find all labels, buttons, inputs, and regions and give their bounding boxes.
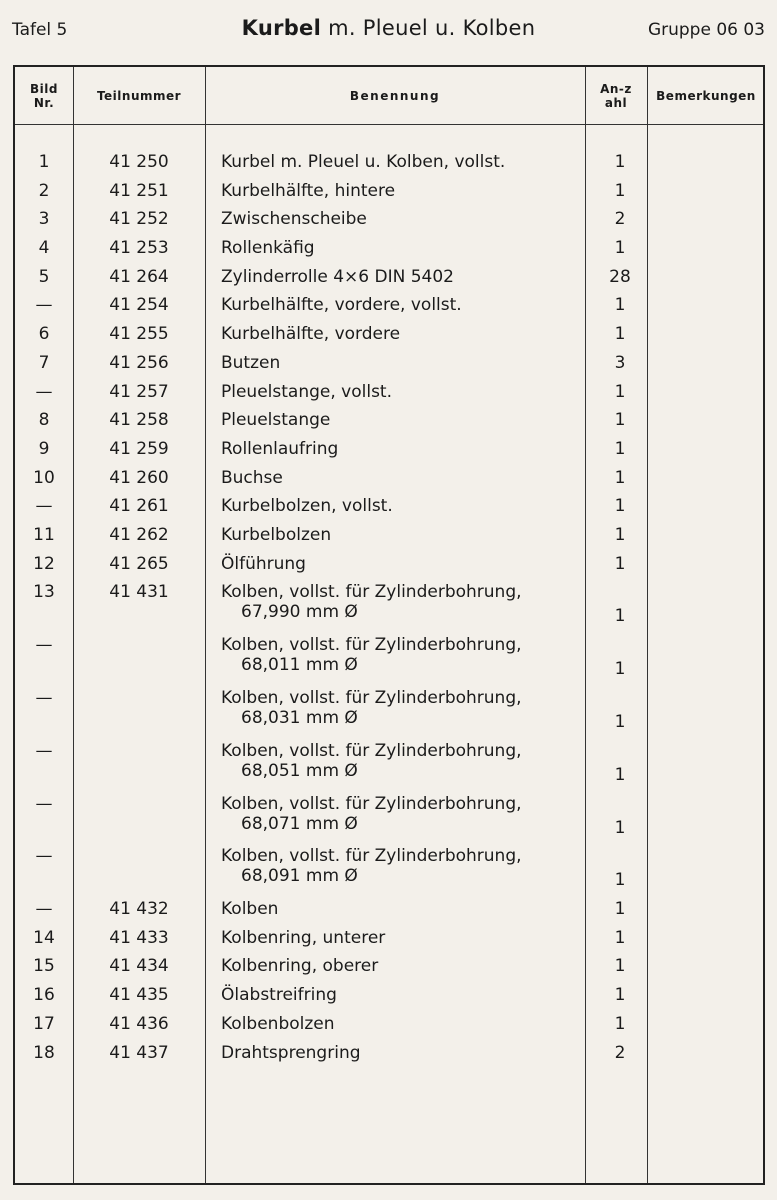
benennung-text: Zwischenscheibe xyxy=(221,209,367,230)
benennung-cell xyxy=(221,928,591,948)
tafel-label: Tafel 5 xyxy=(12,20,68,40)
table-row xyxy=(15,899,767,928)
anzahl-cell: 1 xyxy=(614,1013,626,1034)
table-row xyxy=(15,794,767,847)
bild-nr-cell: — xyxy=(35,846,53,867)
benennung-text: Kolben, vollst. für Zylinderbohrung, xyxy=(221,582,522,603)
anzahl-cell: 1 xyxy=(614,524,626,545)
bild-nr-cell: — xyxy=(35,740,53,761)
table-row xyxy=(15,353,767,382)
table-row xyxy=(15,295,767,324)
teilnummer-cell: 41 434 xyxy=(109,956,169,977)
benennung-cell xyxy=(221,496,591,516)
teilnummer-cell: 41 433 xyxy=(109,927,169,948)
benennung-text: Zylinderrolle 4×6 DIN 5402 xyxy=(221,266,454,287)
teilnummer-cell: 41 255 xyxy=(109,324,169,345)
title-rest: m. Pleuel u. Kolben xyxy=(328,16,536,40)
teilnummer-cell: 41 435 xyxy=(109,985,169,1006)
benennung-text: Ölabstreifring xyxy=(221,985,337,1006)
bild-nr-cell: — xyxy=(35,381,53,402)
bild-nr-cell: — xyxy=(35,496,53,517)
teilnummer-cell: 41 431 xyxy=(109,582,169,603)
page-header xyxy=(0,0,777,60)
benennung-cell xyxy=(221,794,591,834)
column-header-bild-nr: Bild Nr. xyxy=(30,81,58,110)
benennung-text: Drahtsprengring xyxy=(221,1042,361,1063)
benennung-cell xyxy=(221,1014,591,1034)
bild-nr-cell: 10 xyxy=(33,467,55,488)
table-row xyxy=(15,846,767,899)
bild-nr-cell: 1 xyxy=(38,152,50,172)
benennung-text: Kolben xyxy=(221,899,279,920)
table-row xyxy=(15,267,767,296)
teilnummer-cell: 41 432 xyxy=(109,899,169,920)
anzahl-cell: 1 xyxy=(614,152,626,172)
bild-nr-cell: 5 xyxy=(38,266,50,287)
table-row xyxy=(15,152,767,181)
bild-nr-cell: 18 xyxy=(33,1042,55,1063)
benennung-cell xyxy=(221,181,591,201)
table-row xyxy=(15,928,767,957)
teilnummer-cell: 41 254 xyxy=(109,295,169,316)
anzahl-cell: 2 xyxy=(614,209,626,230)
benennung-text: Kurbelhälfte, hintere xyxy=(221,180,396,201)
benennung-cell xyxy=(221,439,591,459)
anzahl-cell: 1 xyxy=(614,180,626,201)
bild-nr-cell: — xyxy=(35,793,53,814)
bild-nr-cell: 6 xyxy=(38,324,50,345)
anzahl-cell: 1 xyxy=(614,324,626,345)
anzahl-cell: 1 xyxy=(614,410,626,431)
benennung-bore-size: 68,011 mm Ø xyxy=(241,655,358,676)
anzahl-cell: 1 xyxy=(614,899,626,920)
column-header-anzahl: An-zahl xyxy=(600,81,632,110)
benennung-bore-size: 67,990 mm Ø xyxy=(241,602,358,623)
benennung-cell xyxy=(221,985,591,1005)
table-row xyxy=(15,496,767,525)
title-bold: Kurbel xyxy=(241,16,322,40)
anzahl-cell: 3 xyxy=(614,352,626,373)
table-row xyxy=(15,439,767,468)
benennung-cell xyxy=(221,353,591,373)
benennung-text: Kolben, vollst. für Zylinderbohrung, xyxy=(221,635,522,656)
benennung-cell xyxy=(221,525,591,545)
anzahl-cell: 1 xyxy=(614,467,626,488)
benennung-cell xyxy=(221,899,591,919)
teilnummer-cell: 41 264 xyxy=(109,266,169,287)
benennung-cell xyxy=(221,741,591,781)
table-row xyxy=(15,956,767,985)
benennung-text: Kolben, vollst. für Zylinderbohrung, xyxy=(221,793,522,814)
teilnummer-cell: 41 256 xyxy=(109,352,169,373)
anzahl-cell: 1 xyxy=(614,711,626,732)
column-header-benennung: Benennung xyxy=(349,88,441,103)
teilnummer-cell: 41 258 xyxy=(109,410,169,431)
anzahl-cell: 1 xyxy=(614,870,626,891)
benennung-cell xyxy=(221,846,591,886)
table-row xyxy=(15,324,767,353)
table-body xyxy=(15,152,767,1071)
table-row xyxy=(15,582,767,635)
benennung-text: Pleuelstange, vollst. xyxy=(221,381,392,402)
anzahl-cell: 1 xyxy=(614,606,626,627)
benennung-cell xyxy=(221,295,591,315)
table-row xyxy=(15,468,767,497)
benennung-cell xyxy=(221,410,591,430)
benennung-text: Kurbelhälfte, vordere xyxy=(221,324,401,345)
anzahl-cell: 1 xyxy=(614,496,626,517)
anzahl-cell: 2 xyxy=(614,1042,626,1063)
benennung-cell xyxy=(221,688,591,728)
bild-nr-cell: 13 xyxy=(33,582,55,603)
table-row xyxy=(15,525,767,554)
benennung-text: Kolbenbolzen xyxy=(221,1013,335,1034)
benennung-text: Kolbenring, unterer xyxy=(221,927,386,948)
benennung-cell xyxy=(221,554,591,574)
table-row xyxy=(15,181,767,210)
teilnummer-cell: 41 260 xyxy=(109,467,169,488)
bild-nr-cell: 7 xyxy=(38,352,50,373)
benennung-text: Kurbelbolzen xyxy=(221,524,332,545)
gruppe-label: Gruppe 06 03 xyxy=(647,20,765,40)
bild-nr-cell: — xyxy=(35,899,53,920)
bild-nr-cell: 12 xyxy=(33,553,55,574)
anzahl-cell: 1 xyxy=(614,927,626,948)
anzahl-cell: 1 xyxy=(614,985,626,1006)
anzahl-cell: 1 xyxy=(614,659,626,680)
header-divider xyxy=(15,124,763,125)
benennung-text: Butzen xyxy=(221,352,281,373)
table-row xyxy=(15,635,767,688)
bild-nr-cell: 9 xyxy=(38,438,50,459)
benennung-cell xyxy=(221,468,591,488)
bild-nr-cell: — xyxy=(35,295,53,316)
table-row xyxy=(15,410,767,439)
bild-nr-cell: 2 xyxy=(38,180,50,201)
parts-table xyxy=(13,65,765,1185)
benennung-text: Kolben, vollst. für Zylinderbohrung, xyxy=(221,740,522,761)
benennung-text: Rollenlaufring xyxy=(221,438,339,459)
bild-nr-cell: — xyxy=(35,635,53,656)
anzahl-cell: 1 xyxy=(614,438,626,459)
table-row xyxy=(15,1043,767,1072)
table-row xyxy=(15,985,767,1014)
benennung-cell xyxy=(221,582,591,622)
benennung-text: Rollenkäfig xyxy=(221,238,315,259)
bild-nr-cell: 14 xyxy=(33,927,55,948)
teilnummer-cell: 41 437 xyxy=(109,1042,169,1063)
benennung-text: Pleuelstange xyxy=(221,410,331,431)
benennung-text: Kurbel m. Pleuel u. Kolben, vollst. xyxy=(221,152,506,172)
anzahl-cell: 1 xyxy=(614,956,626,977)
table-row xyxy=(15,1014,767,1043)
benennung-cell xyxy=(221,1043,591,1063)
teilnummer-cell: 41 436 xyxy=(109,1013,169,1034)
table-row xyxy=(15,741,767,794)
benennung-cell xyxy=(221,267,591,287)
benennung-text: Kolben, vollst. für Zylinderbohrung, xyxy=(221,846,522,867)
benennung-cell xyxy=(221,956,591,976)
table-row xyxy=(15,209,767,238)
bild-nr-cell: 3 xyxy=(38,209,50,230)
benennung-text: Buchse xyxy=(221,467,283,488)
bild-nr-cell: 4 xyxy=(38,238,50,259)
table-row xyxy=(15,238,767,267)
teilnummer-cell: 41 251 xyxy=(109,180,169,201)
benennung-text: Kurbelhälfte, vordere, vollst. xyxy=(221,295,462,316)
table-row xyxy=(15,382,767,411)
bild-nr-cell: 16 xyxy=(33,985,55,1006)
benennung-bore-size: 68,051 mm Ø xyxy=(241,760,358,781)
benennung-cell xyxy=(221,382,591,402)
bild-nr-cell: — xyxy=(35,687,53,708)
bild-nr-cell: 8 xyxy=(38,410,50,431)
column-header-bemerkungen: Bemerkungen xyxy=(656,88,756,103)
column-header-teilnummer: Teilnummer xyxy=(96,88,182,103)
benennung-text: Kolben, vollst. für Zylinderbohrung, xyxy=(221,687,522,708)
benennung-cell xyxy=(221,152,591,172)
teilnummer-cell: 41 262 xyxy=(109,524,169,545)
anzahl-cell: 1 xyxy=(614,381,626,402)
bild-nr-cell: 11 xyxy=(33,524,55,545)
teilnummer-cell: 41 259 xyxy=(109,438,169,459)
teilnummer-cell: 41 261 xyxy=(109,496,169,517)
teilnummer-cell: 41 252 xyxy=(109,209,169,230)
benennung-text: Kolbenring, oberer xyxy=(221,956,379,977)
anzahl-cell: 1 xyxy=(614,238,626,259)
benennung-cell xyxy=(221,324,591,344)
anzahl-cell: 1 xyxy=(614,764,626,785)
bild-nr-cell: 15 xyxy=(33,956,55,977)
benennung-cell xyxy=(221,238,591,258)
benennung-cell xyxy=(221,209,591,229)
table-row xyxy=(15,554,767,583)
bild-nr-cell: 17 xyxy=(33,1013,55,1034)
benennung-text: Ölführung xyxy=(221,553,306,574)
benennung-cell xyxy=(221,635,591,675)
anzahl-cell: 1 xyxy=(614,553,626,574)
benennung-bore-size: 68,031 mm Ø xyxy=(241,707,358,728)
anzahl-cell: 1 xyxy=(614,295,626,316)
benennung-bore-size: 68,071 mm Ø xyxy=(241,813,358,834)
teilnummer-cell: 41 253 xyxy=(109,238,169,259)
benennung-text: Kurbelbolzen, vollst. xyxy=(221,496,393,517)
anzahl-cell: 28 xyxy=(609,266,631,287)
teilnummer-cell: 41 265 xyxy=(109,553,169,574)
teilnummer-cell: 41 250 xyxy=(109,152,169,172)
benennung-bore-size: 68,091 mm Ø xyxy=(241,866,358,887)
table-row xyxy=(15,688,767,741)
teilnummer-cell: 41 257 xyxy=(109,381,169,402)
anzahl-cell: 1 xyxy=(614,817,626,838)
